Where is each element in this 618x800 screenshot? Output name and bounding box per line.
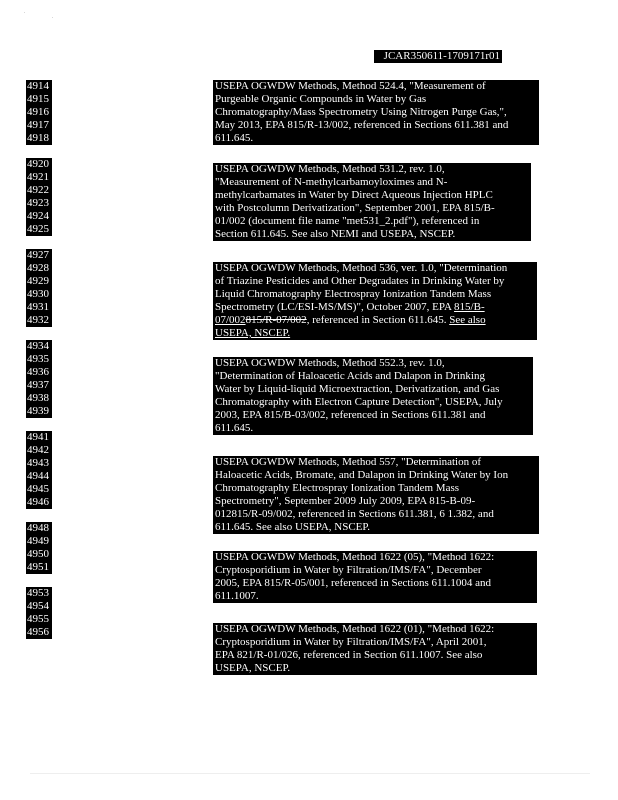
entry-line: 012815/R-09/002, referenced in Sections 611.381, 6 1.382, and (215, 508, 494, 520)
line-number: 4929 (26, 275, 52, 288)
line-number: 4938 (26, 392, 52, 405)
line-number: 4945 (26, 483, 52, 496)
line-number: 4921 (26, 171, 52, 184)
line-number: 4936 (26, 366, 52, 379)
entry-line: Chromatography/Mass Spectrometry Using Nitrogen Purge Gas,", (215, 106, 507, 118)
entry-line: Chromatography with Electron Capture Detection", USEPA, July (215, 396, 503, 408)
entry-line: USEPA, NSCEP. (215, 662, 291, 674)
line-number: 4922 (26, 184, 52, 197)
entry-line: methylcarbamates in Water by Direct Aqueous Injection HPLC (215, 189, 493, 201)
entry-line: Section 611.645. See also NEMI and USEPA, NSCEP. (215, 228, 456, 240)
line-number: 4918 (26, 132, 52, 145)
line-number: 4943 (26, 457, 52, 470)
reference-entry-1622-01 (213, 623, 537, 675)
footer-rule (30, 773, 590, 774)
entry-line: Spectrometry", September 2009 July 2009, EPA 815-B-09- (215, 495, 476, 507)
line-number: 4947 (27, 509, 49, 521)
line-number: 4923 (26, 197, 52, 210)
line-number: 4934 (26, 340, 52, 353)
line-number: 4920 (26, 158, 52, 171)
entry-line: USEPA OGWDW Methods, Method 557, "Determination of (215, 456, 482, 468)
struck-text: 815/R-07/002 (245, 314, 307, 326)
entry-line: 611.645. See also USEPA, NSCEP. (215, 521, 371, 533)
entry-line: May 2013, EPA 815/R-13/002, referenced in Sections 611.381 and (215, 119, 509, 131)
reference-entry-557 (213, 456, 539, 534)
line-number: 4926 (27, 236, 49, 248)
line-number: 4916 (26, 106, 52, 119)
line-number: 4915 (26, 93, 52, 106)
reference-entry-1622-05 (213, 551, 537, 603)
line-number: 4948 (26, 522, 52, 535)
entry-line: "Determination of Haloacetic Acids and Dalapon in Drinking (215, 370, 485, 382)
line-number: 4933 (27, 327, 49, 339)
entry-line: 01/002 (document file name "met531_2.pdf"), referenced in (215, 215, 480, 227)
entry-line (213, 327, 537, 340)
underlined-text: 815/B- (454, 301, 485, 313)
line-number: 4925 (26, 223, 52, 236)
scan-speck (52, 17, 53, 18)
entry-line: EPA 821/R-01/026, referenced in Section 611.1007. See also (215, 649, 483, 661)
entry-line: USEPA OGWDW Methods, Method 524.4, "Measurement of (215, 80, 486, 92)
line-number: 4951 (26, 561, 52, 574)
entry-line: 07/002815/R-07/002, referenced in Section 611.645. See also (215, 314, 486, 326)
entry-line: Water by Liquid-liquid Microextraction, Derivatization, and Gas (215, 383, 500, 395)
entry-line: Liquid Chromatography Electrospray Ionization Tandem Mass (215, 288, 492, 300)
line-number: 4954 (26, 600, 52, 613)
underlined-text: 07/002 (215, 314, 246, 326)
scan-speck (24, 12, 25, 13)
document-id-header: JCAR350611-1709171r01 (374, 50, 502, 63)
line-number: 4941 (26, 431, 52, 444)
line-number: 4952 (27, 574, 49, 586)
underlined-text: See also (449, 314, 486, 326)
entry-line: Spectrometry (LC/ESI-MS/MS)", October 2007, EPA 815/B- (215, 301, 485, 313)
line-number: 4935 (26, 353, 52, 366)
entry-line: USEPA OGWDW Methods, Method 531.2, rev. 1.0, (215, 163, 445, 175)
line-number: 4931 (26, 301, 52, 314)
line-number: 4946 (26, 496, 52, 509)
line-number: 4932 (26, 314, 52, 327)
line-number-column (26, 80, 52, 639)
line-number: 4944 (26, 470, 52, 483)
line-number: 4942 (26, 444, 52, 457)
entry-line: Purgeable Organic Compounds in Water by Gas (215, 93, 427, 105)
entry-line: USEPA OGWDW Methods, Method 536, ver. 1.0, "Determination (215, 262, 508, 274)
line-number: 4937 (26, 379, 52, 392)
entry-line: 611.1007. (215, 590, 259, 602)
entry-line: "Measurement of N-methylcarbamoyloximes and N- (215, 176, 448, 188)
entry-line: Cryptosporidium in Water by Filtration/IMS/FA", April 2001, (215, 636, 487, 648)
entry-line: 2005, EPA 815/R-05/001, referenced in Sections 611.1004 and (215, 577, 491, 589)
reference-entry-552-3 (213, 357, 533, 435)
entry-line: USEPA OGWDW Methods, Method 1622 (01), "Method 1622: (215, 623, 495, 635)
entry-line: USEPA OGWDW Methods, Method 552.3, rev. 1.0, (215, 357, 445, 369)
entry-line: 2003, EPA 815/B-03/002, referenced in Sections 611.381 and (215, 409, 486, 421)
entry-line: Cryptosporidium in Water by Filtration/IMS/FA", December (215, 564, 482, 576)
reference-entry-531-2 (213, 163, 531, 241)
entry-line: of Triazine Pesticides and Other Degradates in Drinking Water by (215, 275, 505, 287)
line-number: 4919 (27, 145, 49, 157)
line-number: 4928 (26, 262, 52, 275)
entry-line: Chromatography Electrospray Ionization Tandem Mass (215, 482, 460, 494)
line-number: 4950 (26, 548, 52, 561)
entry-line: with Postcolumn Derivatization", September 2001, EPA 815/B- (215, 202, 495, 214)
line-number: 4953 (26, 587, 52, 600)
entry-line: 611.645. (215, 422, 254, 434)
line-number: 4914 (26, 80, 52, 93)
line-number: 4924 (26, 210, 52, 223)
entry-line: 611.645. (215, 132, 254, 144)
line-number: 4917 (26, 119, 52, 132)
entry-line: Haloacetic Acids, Bromate, and Dalapon in Drinking Water by Ion (215, 469, 509, 481)
line-number: 4940 (27, 418, 49, 430)
line-number: 4955 (26, 613, 52, 626)
reference-entry-536 (213, 262, 537, 340)
underlined-text: USEPA, NSCEP. (215, 327, 291, 339)
reference-entry-524-4 (213, 80, 539, 145)
line-number: 4927 (26, 249, 52, 262)
line-number: 4956 (26, 626, 52, 639)
line-number: 4930 (26, 288, 52, 301)
line-number: 4939 (26, 405, 52, 418)
line-number: 4949 (26, 535, 52, 548)
entry-line: USEPA OGWDW Methods, Method 1622 (05), "Method 1622: (215, 551, 495, 563)
